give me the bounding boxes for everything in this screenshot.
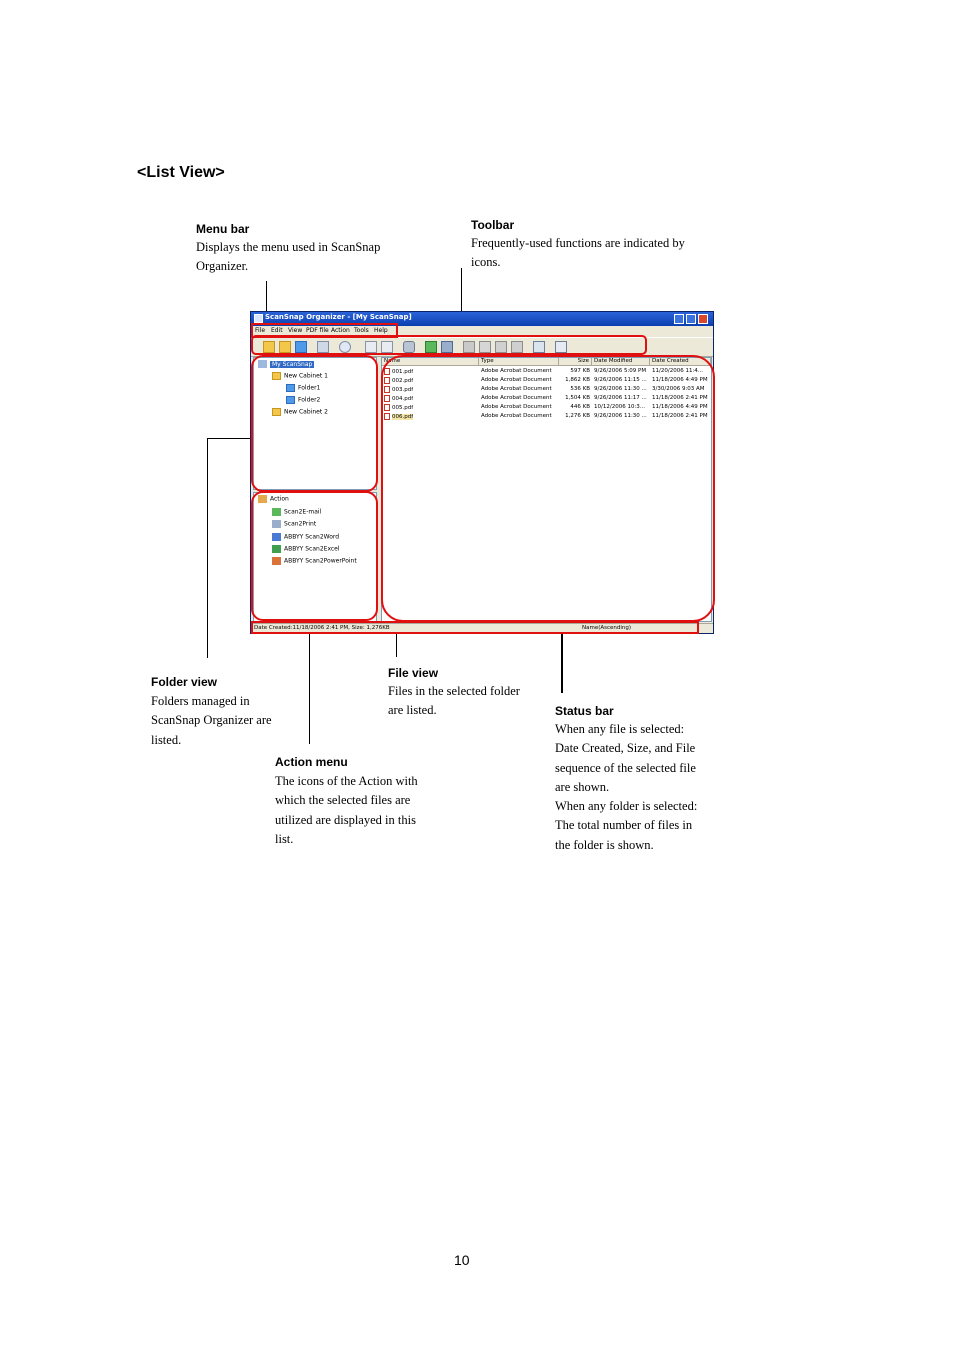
menu-view[interactable]: View [288,327,303,334]
status-bar-leader-line [561,626,563,693]
window-title: ScanSnap Organizer - [My ScanSnap] [265,313,412,321]
action-item-scan2email[interactable]: Scan2E-mail [272,508,321,516]
table-row[interactable]: 005.pdf Adobe Acrobat Document 446 KB 10/12/2006 10:3... 11/18/2006 4:49 PM [382,404,711,412]
tree-item-cabinet1[interactable]: New Cabinet 1 [272,372,328,380]
tree-item-folder1[interactable]: Folder1 [286,384,320,392]
folder-view-highlight [251,355,378,492]
tree-item-cabinet2[interactable]: New Cabinet 2 [272,408,328,416]
menu-bar-callout-title: Menu bar [196,222,250,236]
action-item-scan2excel[interactable]: ABBYY Scan2Excel [272,545,340,553]
menu-help[interactable]: Help [374,327,388,334]
page-number: 10 [454,1252,470,1268]
table-row[interactable]: 003.pdf Adobe Acrobat Document 536 KB 9/26/2006 11:30 ... 3/30/2006 9:03 AM [382,386,711,394]
action-item-scan2word[interactable]: ABBYY Scan2Word [272,533,339,541]
tree-item-folder2[interactable]: Folder2 [286,396,320,404]
menu-pdf-file[interactable]: PDF file [306,327,329,334]
page-heading: <List View> [137,164,225,181]
folder-view-leader-line-c [207,582,208,658]
status-text-right: Name(Ascending) [582,625,632,631]
table-row[interactable]: 001.pdf Adobe Acrobat Document 597 KB 9/26/2006 5:09 PM 11/20/2006 11:4... [382,368,711,376]
toolbar-highlight [251,335,647,355]
folder-view-callout-title: Folder view [151,675,218,689]
menu-bar-callout-text: Displays the menu used in ScanSnap Organizer. [196,240,381,274]
minimize-icon[interactable] [674,314,684,324]
file-view-highlight [381,355,715,622]
table-row[interactable]: 002.pdf Adobe Acrobat Document 1,862 KB 9/26/2006 11:15 ... 11/18/2006 4:49 PM [382,377,711,385]
column-header-size[interactable]: Size [559,358,592,366]
status-bar-highlight [251,621,699,634]
action-menu-callout-text: The icons of the Action with which the selected files are utilized are displayed in this list. [275,774,418,846]
file-view-callout-text: Files in the selected folder are listed. [388,684,520,718]
menu-tools[interactable]: Tools [354,327,369,334]
column-header-name[interactable]: Name [382,358,479,366]
action-menu-highlight [251,491,378,621]
status-bar-callout-title: Status bar [555,704,614,718]
toolbar-callout-text: Frequently-used functions are indicated by icons. [471,236,685,270]
app-icon [254,314,263,323]
folder-view-callout-text: Folders managed in ScanSnap Organizer are listed. [151,694,272,747]
action-menu-callout-title: Action menu [275,755,348,769]
folder-view-leader-line-a [207,438,208,582]
toolbar-callout-title: Toolbar [471,218,515,232]
table-row[interactable]: 004.pdf Adobe Acrobat Document 1,504 KB 9/26/2006 11:17 ... 11/18/2006 2:41 PM [382,395,711,403]
tree-root[interactable]: My ScanSnap [258,360,314,368]
menu-action[interactable]: Action [331,327,350,334]
table-row[interactable]: 006.pdf Adobe Acrobat Document 1,276 KB 9/26/2006 11:30 ... 11/18/2006 2:41 PM [382,413,711,421]
column-header-type[interactable]: Type [479,358,559,366]
action-item-scan2print[interactable]: Scan2Print [272,520,316,528]
action-item-scan2powerpoint[interactable]: ABBYY Scan2PowerPoint [272,557,357,565]
column-header-date-modified[interactable]: Date Modified [592,358,650,366]
file-view-callout-title: File view [388,666,439,680]
maximize-icon[interactable] [686,314,696,324]
menu-file[interactable]: File [255,327,266,334]
status-text-left: Date Created:11/18/2006 2:41 PM, Size: 1,276KB [254,625,390,631]
action-root: Action [258,495,289,503]
status-bar-callout-text: When any file is selected: Date Created, Size, and File sequence of the selected file are shown. When any folder is selected: The total number of files in the folder is shown. [555,722,698,852]
close-icon[interactable] [698,314,708,324]
column-header-date-created[interactable]: Date Created [650,358,711,366]
menu-edit[interactable]: Edit [271,327,283,334]
